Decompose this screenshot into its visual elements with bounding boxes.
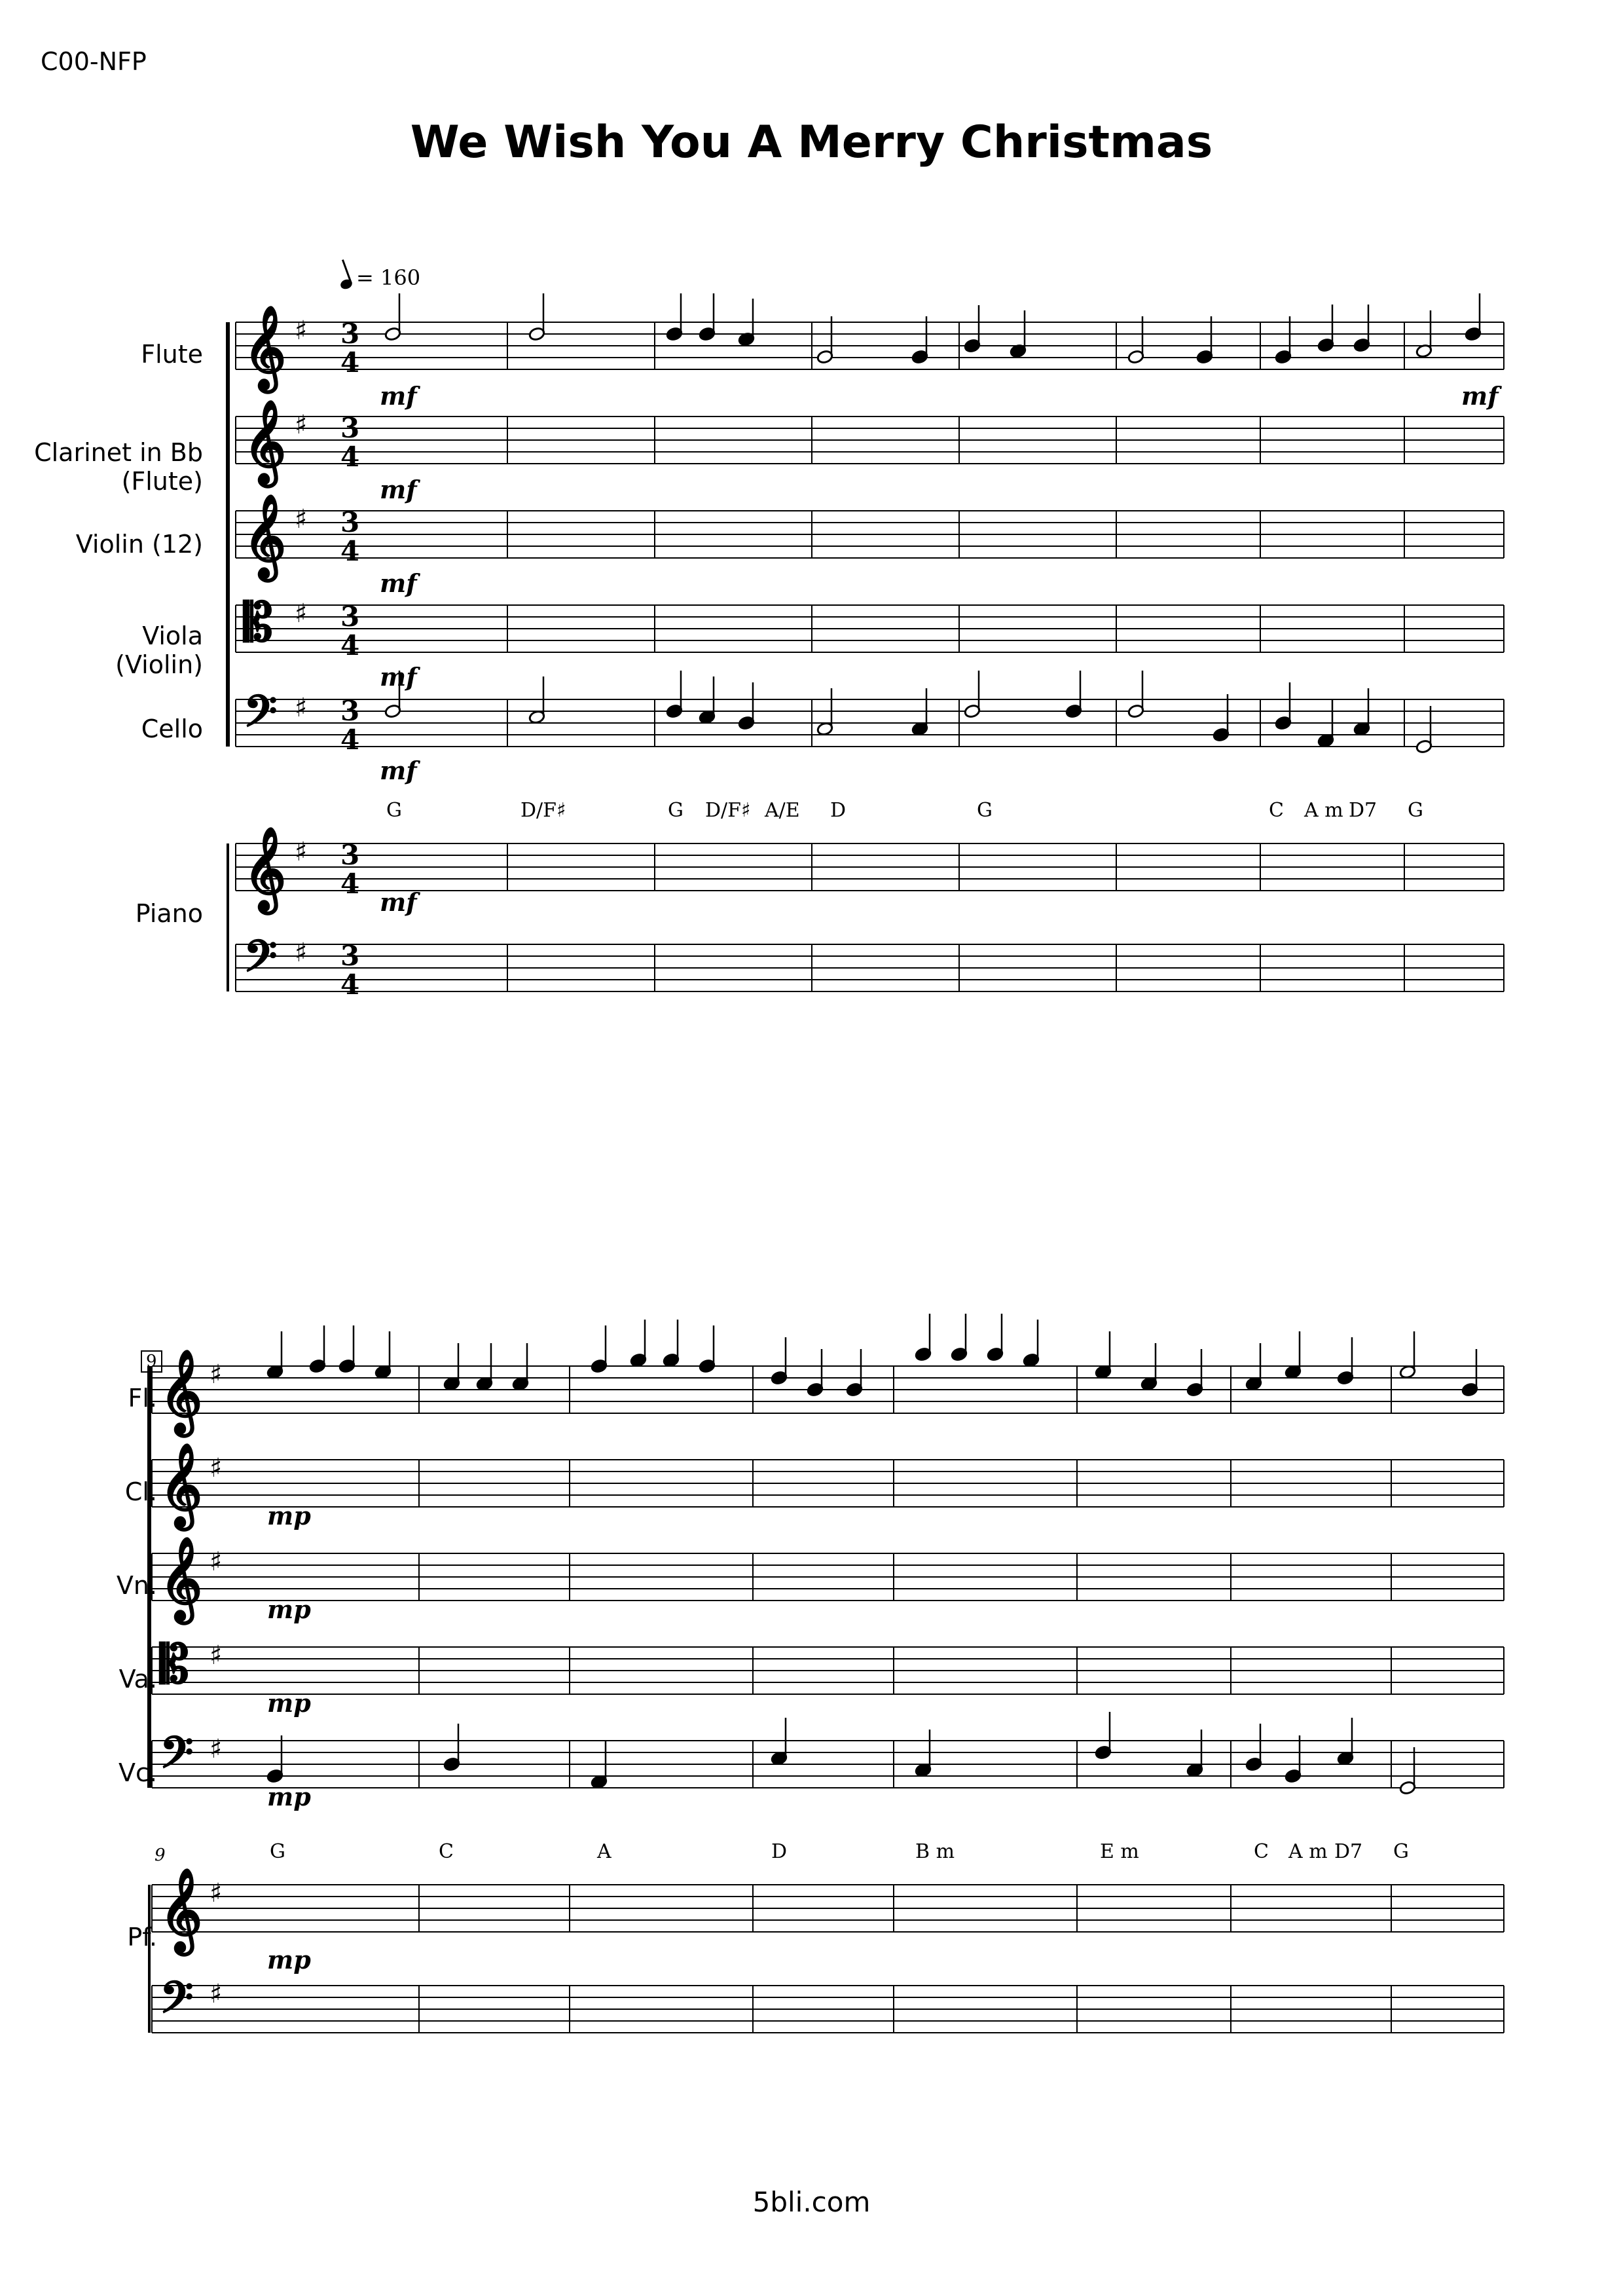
chord-symbol: C: [439, 1840, 454, 1863]
chord-symbol: G: [270, 1840, 285, 1863]
instrument-clarinet: Clarinet in Bb: [34, 438, 203, 467]
chord-symbol: G: [977, 799, 993, 822]
dynamic-marking: mf: [380, 756, 417, 785]
key-signature-sharp: ♯: [210, 1360, 223, 1390]
chord-symbol: G: [668, 799, 684, 822]
instrument-clarinet-sub: (Flute): [121, 467, 203, 496]
dynamic-marking: mf: [380, 568, 417, 598]
instrument-violin: Violin (12): [75, 530, 203, 559]
clef-icon: 𝄞: [160, 1536, 203, 1620]
time-signature-top: 3: [340, 940, 360, 972]
time-signature-bottom: 4: [340, 441, 360, 473]
instrument-viola-short: Va.: [119, 1665, 157, 1694]
chord-symbol: D/F♯: [705, 799, 751, 822]
instrument-flute: Flute: [141, 340, 203, 369]
key-signature-sharp: ♯: [295, 316, 308, 346]
instrument-piano: Piano: [135, 899, 203, 928]
chord-symbol: A/E: [765, 799, 800, 822]
chord-symbol: G: [1408, 799, 1423, 822]
time-signature-bottom: 4: [340, 724, 360, 756]
instrument-cello-short: Vc.: [119, 1758, 157, 1787]
dynamic-marking: mf: [1461, 381, 1499, 411]
document-code: C00-NFP: [41, 47, 147, 76]
chord-symbol: D: [771, 1840, 788, 1863]
key-signature-sharp: ♯: [295, 693, 308, 723]
key-signature-sharp: ♯: [210, 1453, 223, 1483]
instrument-viola-sub: (Violin): [115, 650, 203, 679]
time-signature-bottom: 4: [340, 868, 360, 900]
key-signature-sharp: ♯: [295, 410, 308, 440]
footer-site: 5bli.com: [752, 2186, 871, 2218]
clef-icon: 𝄢: [160, 1728, 194, 1788]
clef-icon: 𝄡: [244, 592, 273, 653]
tempo-value: = 160: [356, 265, 421, 290]
chord-symbol: A m: [1304, 799, 1343, 822]
time-signature-bottom: 4: [340, 535, 360, 567]
instrument-violin-short: Vn.: [116, 1571, 157, 1600]
chord-symbol: G: [1393, 1840, 1409, 1863]
clef-icon: 𝄢: [244, 931, 278, 992]
time-signature-top: 3: [340, 412, 360, 444]
chord-symbol: E m: [1100, 1840, 1139, 1863]
instrument-clarinet-short: Cl.: [124, 1477, 157, 1506]
instrument-viola: Viola: [142, 621, 203, 650]
chord-symbol: D7: [1349, 799, 1377, 822]
chord-symbol: A m: [1288, 1840, 1328, 1863]
dynamic-marking: mf: [380, 887, 417, 917]
clef-icon: 𝄞: [244, 399, 287, 483]
measure-number: 9: [155, 1845, 166, 1865]
dynamic-marking: mp: [267, 1945, 311, 1974]
chord-symbol: A: [597, 1840, 611, 1863]
instrument-flute-short: Fl.: [128, 1384, 157, 1413]
instrument-piano-short: Pf.: [127, 1923, 157, 1952]
dynamic-marking: mp: [267, 1688, 311, 1718]
key-signature-sharp: ♯: [210, 1547, 223, 1577]
score-title: We Wish You A Merry Christmas: [410, 117, 1213, 168]
clef-icon: 𝄞: [244, 826, 287, 910]
time-signature-top: 3: [340, 506, 360, 538]
time-signature-bottom: 4: [340, 629, 360, 661]
time-signature-bottom: 4: [340, 346, 360, 379]
clef-icon: 𝄞: [244, 494, 287, 578]
time-signature-top: 3: [340, 839, 360, 871]
clef-icon: 𝄞: [160, 1349, 203, 1433]
key-signature-sharp: ♯: [210, 1878, 223, 1908]
clef-icon: 𝄡: [160, 1634, 189, 1695]
chord-symbol: C: [1269, 799, 1284, 822]
chord-symbol: B m: [915, 1840, 955, 1863]
instrument-cello: Cello: [141, 714, 203, 743]
key-signature-sharp: ♯: [210, 1734, 223, 1764]
key-signature-sharp: ♯: [295, 599, 308, 629]
key-signature-sharp: ♯: [210, 1640, 223, 1671]
dynamic-marking: mp: [267, 1501, 311, 1530]
chord-symbol: D7: [1334, 1840, 1363, 1863]
dynamic-marking: mf: [380, 662, 417, 692]
dynamic-marking: mf: [380, 381, 417, 411]
chord-symbol: C: [1254, 1840, 1269, 1863]
time-signature-top: 3: [340, 601, 360, 633]
dynamic-marking: mp: [267, 1782, 311, 1811]
time-signature-top: 3: [340, 318, 360, 350]
time-signature-top: 3: [340, 695, 360, 727]
clef-icon: 𝄞: [160, 1868, 203, 1952]
dynamic-marking: mp: [267, 1595, 311, 1624]
clef-icon: 𝄞: [244, 305, 287, 389]
clef-icon: 𝄞: [160, 1443, 203, 1527]
dynamic-marking: mf: [380, 475, 417, 504]
key-signature-sharp: ♯: [295, 837, 308, 867]
clef-icon: 𝄢: [160, 1972, 194, 2033]
chord-symbol: D: [830, 799, 847, 822]
time-signature-bottom: 4: [340, 969, 360, 1001]
key-signature-sharp: ♯: [210, 1979, 223, 2009]
chord-symbol: D/F♯: [520, 799, 566, 822]
key-signature-sharp: ♯: [295, 938, 308, 968]
chord-symbol: G: [386, 799, 402, 822]
measure-number: 9: [141, 1350, 162, 1373]
clef-icon: 𝄢: [244, 686, 278, 747]
key-signature-sharp: ♯: [295, 504, 308, 534]
